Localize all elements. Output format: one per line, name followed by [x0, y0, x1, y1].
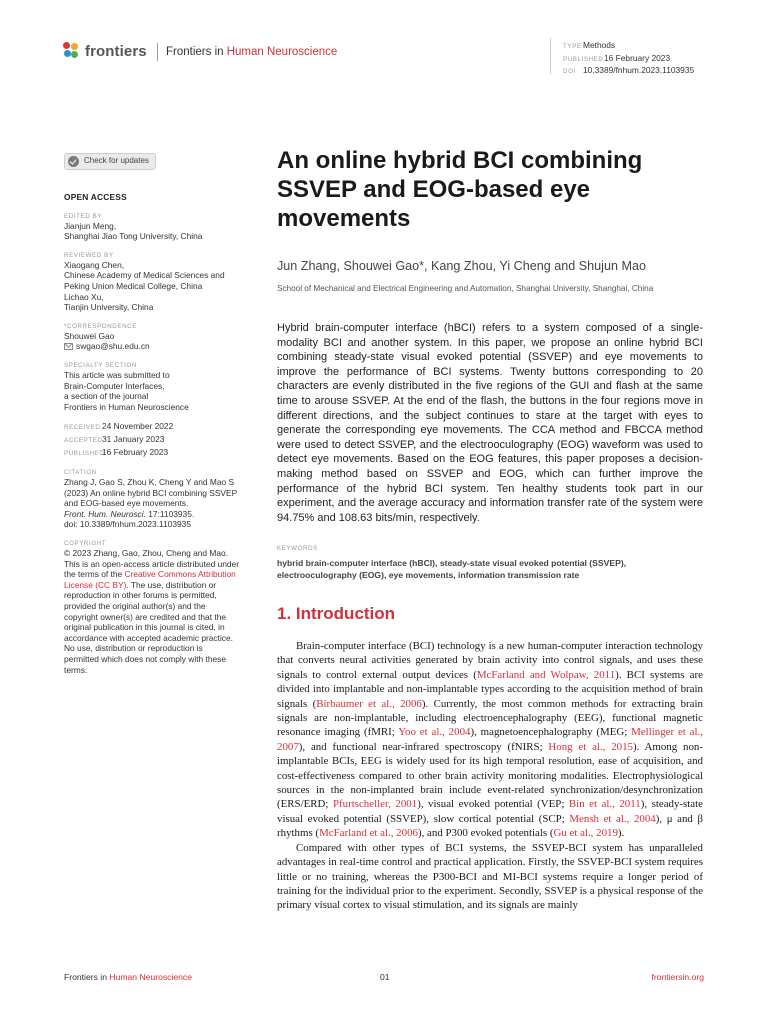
- section-heading-introduction: 1. Introduction: [277, 604, 396, 623]
- reviewer-name: Lichao Xu,: [64, 291, 104, 302]
- open-access-label: OPEN ACCESS: [64, 192, 127, 202]
- citation-line: and EOG-based eye movements.: [64, 498, 189, 509]
- footer-site-link[interactable]: frontiersin.org: [651, 972, 704, 982]
- paragraph-text: ).: [617, 827, 625, 840]
- correspondence-name: Shouwei Gao: [64, 330, 115, 341]
- copyright-line: original publication in this journal is cited, in: [64, 622, 225, 633]
- citation-link[interactable]: Mensh et al., 2004: [569, 812, 656, 825]
- citation-link[interactable]: Pfurtscheller, 2001: [332, 798, 418, 811]
- published-value: 16 February 2023: [604, 52, 671, 63]
- specialty-line: This article was submitted to: [64, 369, 170, 380]
- journal-name[interactable]: [166, 46, 337, 58]
- frontiers-logo[interactable]: [63, 42, 147, 60]
- editor-name: Jianjun Meng,: [64, 220, 117, 231]
- paragraph-text: ). Among non-implantable BCIs, EEG is widely used for its high temporal resolution, ease of acquisition, and cost-effectiveness compared to other brain activity monitoring modalities. Electrophysiological sources in the non-implanted brain include event-related synchronization/desynchronization (ERS/ERD;: [277, 740, 703, 811]
- citation-label: CITATION: [64, 469, 97, 477]
- accepted-label: ACCEPTED: [64, 436, 103, 444]
- logo-wordmark: frontiers: [85, 42, 147, 60]
- citation-link[interactable]: Hong et al., 2015: [548, 740, 633, 753]
- correspondence-email[interactable]: swgao@shu.edu.cn: [76, 341, 150, 352]
- abstract: Hybrid brain-computer interface (hBCI) refers to a system composed of a single-modality BCI and another system. In this paper, we propose an online hybrid BCI combining steady-state visual evoked potential (SSVEP) and eye movements to improve the performance of BCI systems. Twenty buttons corresponding to 20 characters are evenly distributed in the five regions of the GUI and flash at the same time to arouse SSVEP. At the end of the flash, the buttons in the four regions move in different directions, and the subject continues to stare at the target with eyes to generate the corresponding eye movements. The CCA method and FBCCA method were used to detect SSVEP, and the electrooculography (EOG) waveform was used to detect eye movements. Based on the EOG features, this paper proposes a decision-making method based on SSVEP and EOG, which can further improve the performance of the hybrid BCI system. Ten healthy students took part in our experiment, and the average accuracy and information transfer rate of the system were 94.75% and 108.63 bits/min, respectively.: [277, 322, 703, 524]
- reviewer-affiliation: Tianjin University, China: [64, 302, 154, 313]
- footer-journal[interactable]: [64, 972, 192, 982]
- citation-journal: Front. Hum. Neurosci.: [64, 508, 146, 519]
- paragraph: Compared with other types of BCI systems, the SSVEP-BCI system has unparalleled advantages in real-time control and practical application. Firstly, the SSVEP-BCI system requires little or no training, whereas the P300-BCI and MI-BCI systems require a longer period of training for the individual prior to the experiment. Secondly, SSVEP is a physical response of the primary visual cortex to visual stimulation, and its signals are mainly: [277, 841, 703, 912]
- footer-journal-field: Human Neuroscience: [109, 972, 193, 982]
- paragraph-text: ). BCI systems are divided into implantable and non-implantable types according to the acquisition method of brain signals (: [277, 668, 703, 710]
- citation-link[interactable]: Birbaumer et al., 2006: [316, 697, 422, 710]
- reviewer-name: Xiaogang Chen,: [64, 259, 125, 270]
- citation-line: Zhang J, Gao S, Zhou K, Cheng Y and Mao S: [64, 477, 235, 488]
- paragraph-text: ), and functional near-infrared spectroscopy (fNIRS;: [298, 740, 549, 753]
- article-title: An online hybrid BCI combining SSVEP and EOG-based eye movements: [277, 147, 643, 232]
- correspondence-email-row[interactable]: [64, 341, 260, 352]
- meta-divider: [550, 38, 551, 74]
- citation-doi[interactable]: doi: 10.3389/fnhum.2023.1103935: [64, 519, 191, 530]
- published-date: 16 February 2023: [102, 446, 169, 457]
- citation-link[interactable]: McFarland et al., 2006: [319, 827, 418, 840]
- article-meta: [563, 40, 694, 78]
- published-label: PUBLISHED: [563, 55, 604, 63]
- type-value: Methods: [583, 40, 616, 50]
- citation: [64, 477, 260, 530]
- citation-link[interactable]: Mellinger et al., 2007: [277, 726, 703, 753]
- paragraph: [277, 639, 703, 841]
- edited-by-label: EDITED BY: [64, 212, 103, 220]
- footer-journal-prefix: Frontiers in: [64, 972, 110, 982]
- correspondence: [64, 331, 260, 352]
- specialty-line: Brain-Computer Interfaces,: [64, 380, 165, 391]
- cc-license-link[interactable]: Creative Commons Attribution: [124, 569, 236, 580]
- article-authors: Jun Zhang, Shouwei Gao*, Kang Zhou, Yi Cheng and Shujun Mao: [277, 259, 646, 273]
- copyright-line: the terms of the: [64, 569, 125, 580]
- correspondence-label: *CORRESPONDENCE: [64, 322, 137, 330]
- reviewer-affiliation: Chinese Academy of Medical Sciences and: [64, 270, 225, 281]
- received-label: RECEIVED: [64, 424, 101, 432]
- journal-prefix: Frontiers in: [166, 46, 227, 58]
- reviewer-affiliation: Peking Union Medical College, China: [64, 280, 203, 291]
- reviewed-by-label: REVIEWED BY: [64, 251, 114, 259]
- paragraph-text: ), μ and β rhythms (: [277, 812, 703, 840]
- copyright-line: terms.: [64, 664, 88, 675]
- keywords-label: KEYWORDS: [277, 545, 318, 552]
- paragraph-text: ), steady-state visual evoked potential (SSVEP), slow cortical potential (SCP;: [277, 798, 704, 825]
- copyright: [64, 548, 260, 675]
- journal-field: Human Neuroscience: [226, 46, 338, 58]
- frontiers-logo-icon: [63, 42, 81, 60]
- copyright-line: reproduction in other forums is permitted,: [64, 590, 217, 601]
- keywords: hybrid brain-computer interface (hBCI), steady-state visual evoked potential (SSVEP), electrooculography (EOG), eye movements, information transmission rate: [277, 558, 627, 580]
- copyright-line: provided the original author(s) and the: [64, 601, 206, 612]
- accepted-date: 31 January 2023: [102, 433, 165, 444]
- doi-label: DOI: [563, 68, 576, 75]
- editor-affiliation: Shanghai Jiao Tong University, China: [64, 231, 203, 242]
- reviewed-by: [64, 260, 260, 313]
- published-label: PUBLISHED: [64, 449, 105, 457]
- copyright-label: COPYRIGHT: [64, 540, 107, 548]
- copyright-line: This is an open-access article distributed under: [64, 558, 240, 569]
- header-divider: [157, 43, 158, 61]
- copyright-line: copyright owner(s) are credited and that the: [64, 611, 227, 622]
- check-updates-label: Check for updates: [84, 156, 149, 166]
- specialty-label: SPECIALTY SECTION: [64, 361, 137, 369]
- copyright-line: accordance with accepted academic practice.: [64, 632, 233, 643]
- specialty-section: [64, 370, 260, 412]
- citation-link[interactable]: Gu et al., 2019: [553, 827, 618, 840]
- type-label: TYPE: [563, 43, 582, 50]
- specialty-line: Frontiers in Human Neuroscience: [64, 401, 189, 412]
- doi-value[interactable]: 10.3389/fnhum.2023.1103935: [583, 65, 695, 75]
- copyright-line: . The use, distribution or: [126, 579, 217, 590]
- citation-volume: 17:1103935.: [145, 508, 195, 519]
- citation-link[interactable]: Bin et al., 2011: [568, 798, 641, 811]
- mail-icon: [64, 343, 73, 350]
- check-updates-icon: [68, 156, 79, 167]
- paragraph-text: ), visual evoked potential (VEP;: [417, 798, 569, 811]
- paragraph-text: Brain-computer interface (BCI) technology is a new human-computer interaction technology that converts neural activities generated by brain activity into control signals, and uses these signals to control external output devices (: [277, 640, 703, 681]
- introduction-body: [277, 639, 703, 913]
- edited-by: [64, 221, 260, 242]
- paragraph-text: ). Currently, the most common methods for extracting brain signals are non-implantable, including electroencephalography (EEG), functional magnetic resonance imaging (fMRI;: [277, 697, 703, 739]
- received-date: 24 November 2022: [102, 421, 174, 432]
- paragraph-text: ), and P300 evoked potentials (: [417, 827, 554, 840]
- copyright-line: permitted which does not comply with these: [64, 654, 226, 664]
- cc-license-link[interactable]: License (CC BY): [64, 579, 127, 590]
- specialty-line: a section of the journal: [64, 391, 149, 402]
- copyright-line: © 2023 Zhang, Gao, Zhou, Cheng and Mao.: [64, 548, 229, 559]
- citation-line: (2023) An online hybrid BCI combining SSVEP: [64, 487, 238, 498]
- author-affiliation: School of Mechanical and Electrical Engineering and Automation, Shanghai University, Shanghai, China: [277, 284, 654, 293]
- page-header: [0, 0, 768, 80]
- page-number: 01: [380, 972, 390, 982]
- check-updates-button[interactable]: [64, 153, 156, 170]
- article-dates: [64, 421, 260, 459]
- citation-link[interactable]: Yoo et al., 2004: [398, 726, 471, 739]
- copyright-line: No use, distribution or reproduction is: [64, 643, 203, 654]
- article-sidebar: [64, 153, 260, 675]
- paragraph-text: ), magnetoencephalography (MEG;: [470, 726, 632, 739]
- citation-link[interactable]: McFarland and Wolpaw, 2011: [476, 668, 616, 681]
